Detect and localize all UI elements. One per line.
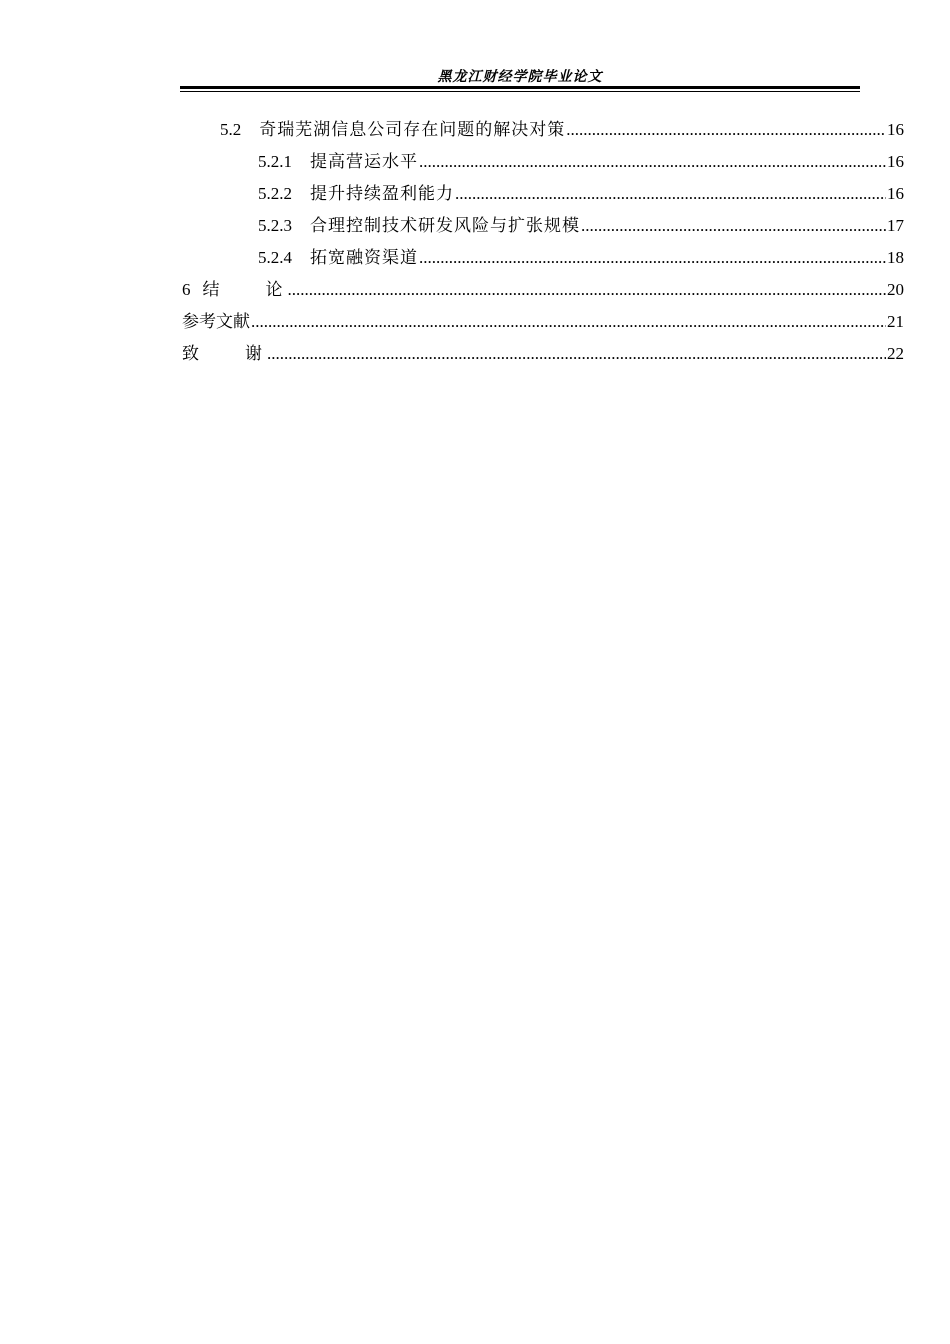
toc-entry[interactable] xyxy=(182,114,904,146)
header-rule-thick xyxy=(180,86,860,89)
toc-title: 提升持续盈利能力 xyxy=(310,184,454,204)
toc-leader-dots xyxy=(419,242,886,274)
toc-title: 奇瑞芜湖信息公司存在问题的解决对策 xyxy=(259,120,566,140)
toc-page-number: 17 xyxy=(887,216,904,235)
toc-entry[interactable] xyxy=(182,146,904,178)
toc-number: 5.2.1 xyxy=(258,152,292,171)
toc-title: 结 论 xyxy=(202,280,287,300)
toc-page-number: 16 xyxy=(887,184,904,203)
toc-leader-dots xyxy=(581,210,886,242)
header-rule-thin xyxy=(180,91,860,92)
toc-entry[interactable] xyxy=(182,210,904,242)
toc-entry[interactable] xyxy=(182,178,904,210)
toc-entry[interactable] xyxy=(182,306,904,338)
toc-title: 参考文献 xyxy=(182,312,250,332)
toc-title: 合理控制技术研发风险与扩张规模 xyxy=(310,216,580,236)
toc-leader-dots xyxy=(267,338,886,370)
toc-page-number: 22 xyxy=(887,344,904,363)
toc-number: 5.2.4 xyxy=(258,248,292,267)
toc-entry[interactable] xyxy=(182,274,904,306)
toc-page-number: 18 xyxy=(887,248,904,267)
toc-page-number: 16 xyxy=(887,120,904,139)
toc-leader-dots xyxy=(251,306,886,338)
table-of-contents xyxy=(182,114,904,370)
toc-number: 5.2.3 xyxy=(258,216,292,235)
toc-entry[interactable] xyxy=(182,338,904,370)
toc-page-number: 16 xyxy=(887,152,904,171)
toc-title: 提高营运水平 xyxy=(310,152,418,172)
toc-number: 5.2 xyxy=(220,120,242,139)
toc-leader-dots xyxy=(566,114,886,146)
toc-page-number: 20 xyxy=(887,280,904,299)
toc-leader-dots xyxy=(419,146,886,178)
toc-number: 5.2.2 xyxy=(258,184,292,203)
toc-number: 6 xyxy=(182,280,191,299)
toc-page-number: 21 xyxy=(887,312,904,331)
toc-title: 拓宽融资渠道 xyxy=(310,248,418,268)
toc-entry[interactable] xyxy=(182,242,904,274)
toc-leader-dots xyxy=(455,178,886,210)
toc-title: 致 谢 xyxy=(182,344,266,364)
header-title: 黑龙江财经学院毕业论文 xyxy=(437,69,603,85)
toc-leader-dots xyxy=(288,274,887,306)
